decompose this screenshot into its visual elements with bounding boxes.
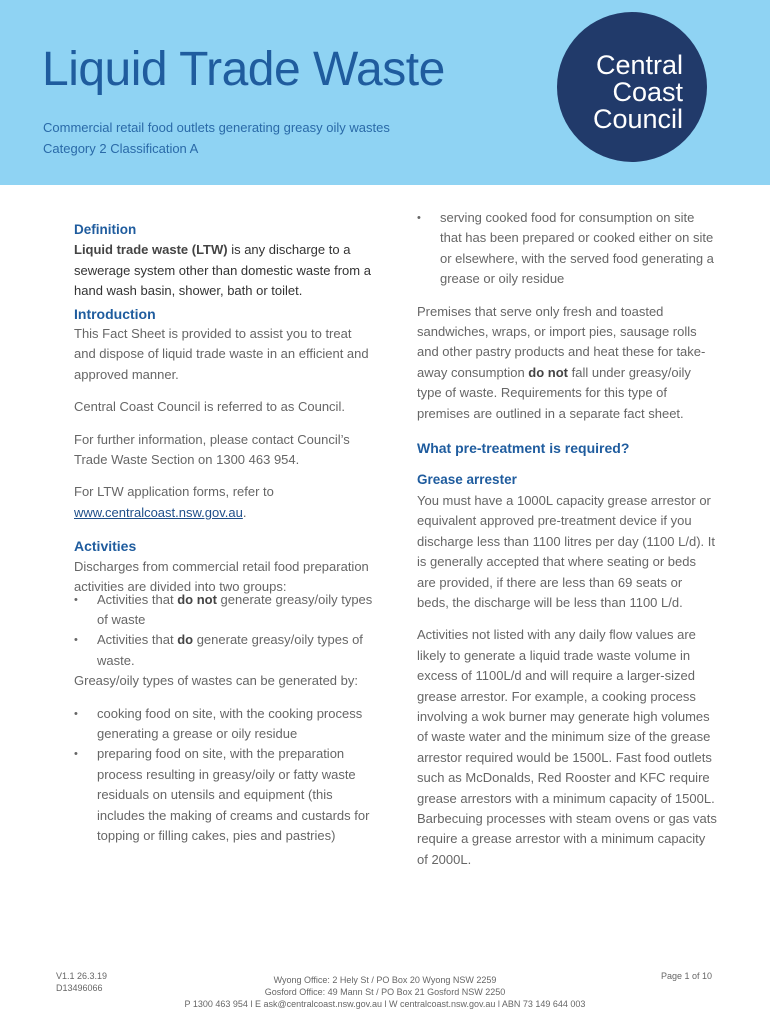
page-title: Liquid Trade Waste xyxy=(42,43,445,96)
definition-term: Liquid trade waste (LTW) xyxy=(74,242,228,258)
intro-paragraph-1: This Fact Sheet is provided to assist you to treat and dispose of liquid trade waste in an efficient and approved manner. xyxy=(74,326,369,382)
gosford-office: Gosford Office: 49 Mann St / PO Box 21 Gosford NSW 2250 xyxy=(264,987,506,997)
logo-line-2: Coast xyxy=(612,77,683,107)
intro-paragraph-4 xyxy=(74,482,374,523)
definition-heading: Definition xyxy=(74,222,137,237)
list-item: • preparing food on site, with the preparation process resulting in greasy/oily or fatty waste residuals on utensils and equipment (this includes the making of creams and custards for topping or filling cakes, pies and pastries) xyxy=(74,744,374,846)
list-item-text-end: generate greasy/oily types of waste. xyxy=(97,632,363,668)
activities-heading: Activities xyxy=(74,538,137,555)
intro-paragraph-4-text: For LTW application forms, refer to xyxy=(74,484,274,500)
intro-paragraph-3: For further information, please contact Council’s Trade Waste Section on 1300 463 954. xyxy=(74,431,350,468)
council-logo xyxy=(557,12,707,162)
council-website-link[interactable]: www.centralcoast.nsw.gov.au xyxy=(74,504,243,520)
wyong-office: Wyong Office: 2 Hely St / PO Box 20 Wyong NSW 2259 xyxy=(273,975,497,985)
subtitle-line-2: Category 2 Classification A xyxy=(43,141,199,156)
grease-arrester-heading: Grease arrester xyxy=(417,472,517,488)
activities-paragraph: Discharges from commercial retail food preparation activities are divided into two groups: xyxy=(74,558,369,595)
activities-paragraph-2: Greasy/oily types of wastes can be generated by: xyxy=(74,673,358,689)
premises-text-end: fall under greasy/oily type of waste. Requirements for this type of premises are outlined in a separate fact sheet. xyxy=(417,364,691,421)
activity-groups-list xyxy=(74,590,374,672)
definition-text xyxy=(74,240,374,301)
premises-emphasis: do not xyxy=(528,364,568,380)
grease-sources-list xyxy=(74,704,374,847)
list-item: • cooking food on site, with the cooking process generating a grease or oily residue xyxy=(74,704,374,745)
contact-line: P 1300 463 954 l E ask@centralcoast.nsw.gov.au l W centralcoast.nsw.gov.au l ABN 73 149 644 003 xyxy=(184,999,586,1009)
right-column xyxy=(417,208,717,870)
definition-body: is any discharge to a sewerage system other than domestic waste from a hand wash basin, shower, bath or toilet. xyxy=(74,242,371,299)
list-item-emphasis: do not xyxy=(177,591,217,607)
logo-line-3: Council xyxy=(592,104,683,134)
list-item: • serving cooked food for consumption on site that has been prepared or cooked either on site or elsewhere, with the served food generating a grease or oily residue xyxy=(417,208,717,290)
arrester-paragraph-1: You must have a 1000L capacity grease arrestor or equivalent approved pre-treatment device if you discharge less than 1100 litres per day (1100 L/d). It is generally accepted that where seating or beds are provided, if there are less than 69 seats or beds, the discharge will be less than 1100 L/d. xyxy=(417,492,715,610)
subtitle-line-1: Commercial retail food outlets generating greasy oily wastes xyxy=(43,120,390,135)
intro-paragraph-2: Central Coast Council is referred to as Council. xyxy=(74,399,345,415)
left-column xyxy=(74,208,374,846)
list-item-text: Activities that xyxy=(97,632,178,648)
intro-paragraph-4-end: . xyxy=(242,504,247,520)
list-item-emphasis: do xyxy=(177,632,194,648)
arrester-paragraph-2: Activities not listed with any daily flow values are likely to generate a liquid trade waste volume in excess of 1100L/d and will require a larger-sized grease arrestor. For example, a cooking process involving a wok burner may generate high volumes of waste water and the minimum size of the grease arrestor required would be 1500L. Fast food outlets such as McDonalds, Red Rooster and KFC require grease arrestors with a minimum capacity of 1500L. Barbecuing processes with steam ovens or gas vats require a grease arrestor with a minimum capacity of 2000L. xyxy=(417,627,717,867)
logo-line-1: Central xyxy=(595,50,683,80)
list-item xyxy=(74,590,374,631)
pretreatment-heading: What pre-treatment is required? xyxy=(417,440,630,457)
list-item-text: Activities that xyxy=(97,591,178,607)
introduction-heading: Introduction xyxy=(74,305,156,322)
premises-text: Premises that serve only fresh and toasted sandwiches, wraps, or import pies, sausage rolls and other pastry products and heat these for take-away consumption xyxy=(417,303,706,380)
document-id: D13496066 xyxy=(56,983,103,993)
list-item-text-end: generate greasy/oily types of waste xyxy=(97,591,373,627)
version-label: V1.1 26.3.19 xyxy=(56,971,108,981)
header-banner xyxy=(0,0,770,185)
list-item xyxy=(74,630,374,671)
grease-sources-list-continued xyxy=(417,208,717,290)
footer-address-block xyxy=(0,974,770,1010)
premises-paragraph xyxy=(417,302,717,424)
page-number: Page 1 of 10 xyxy=(661,971,713,981)
